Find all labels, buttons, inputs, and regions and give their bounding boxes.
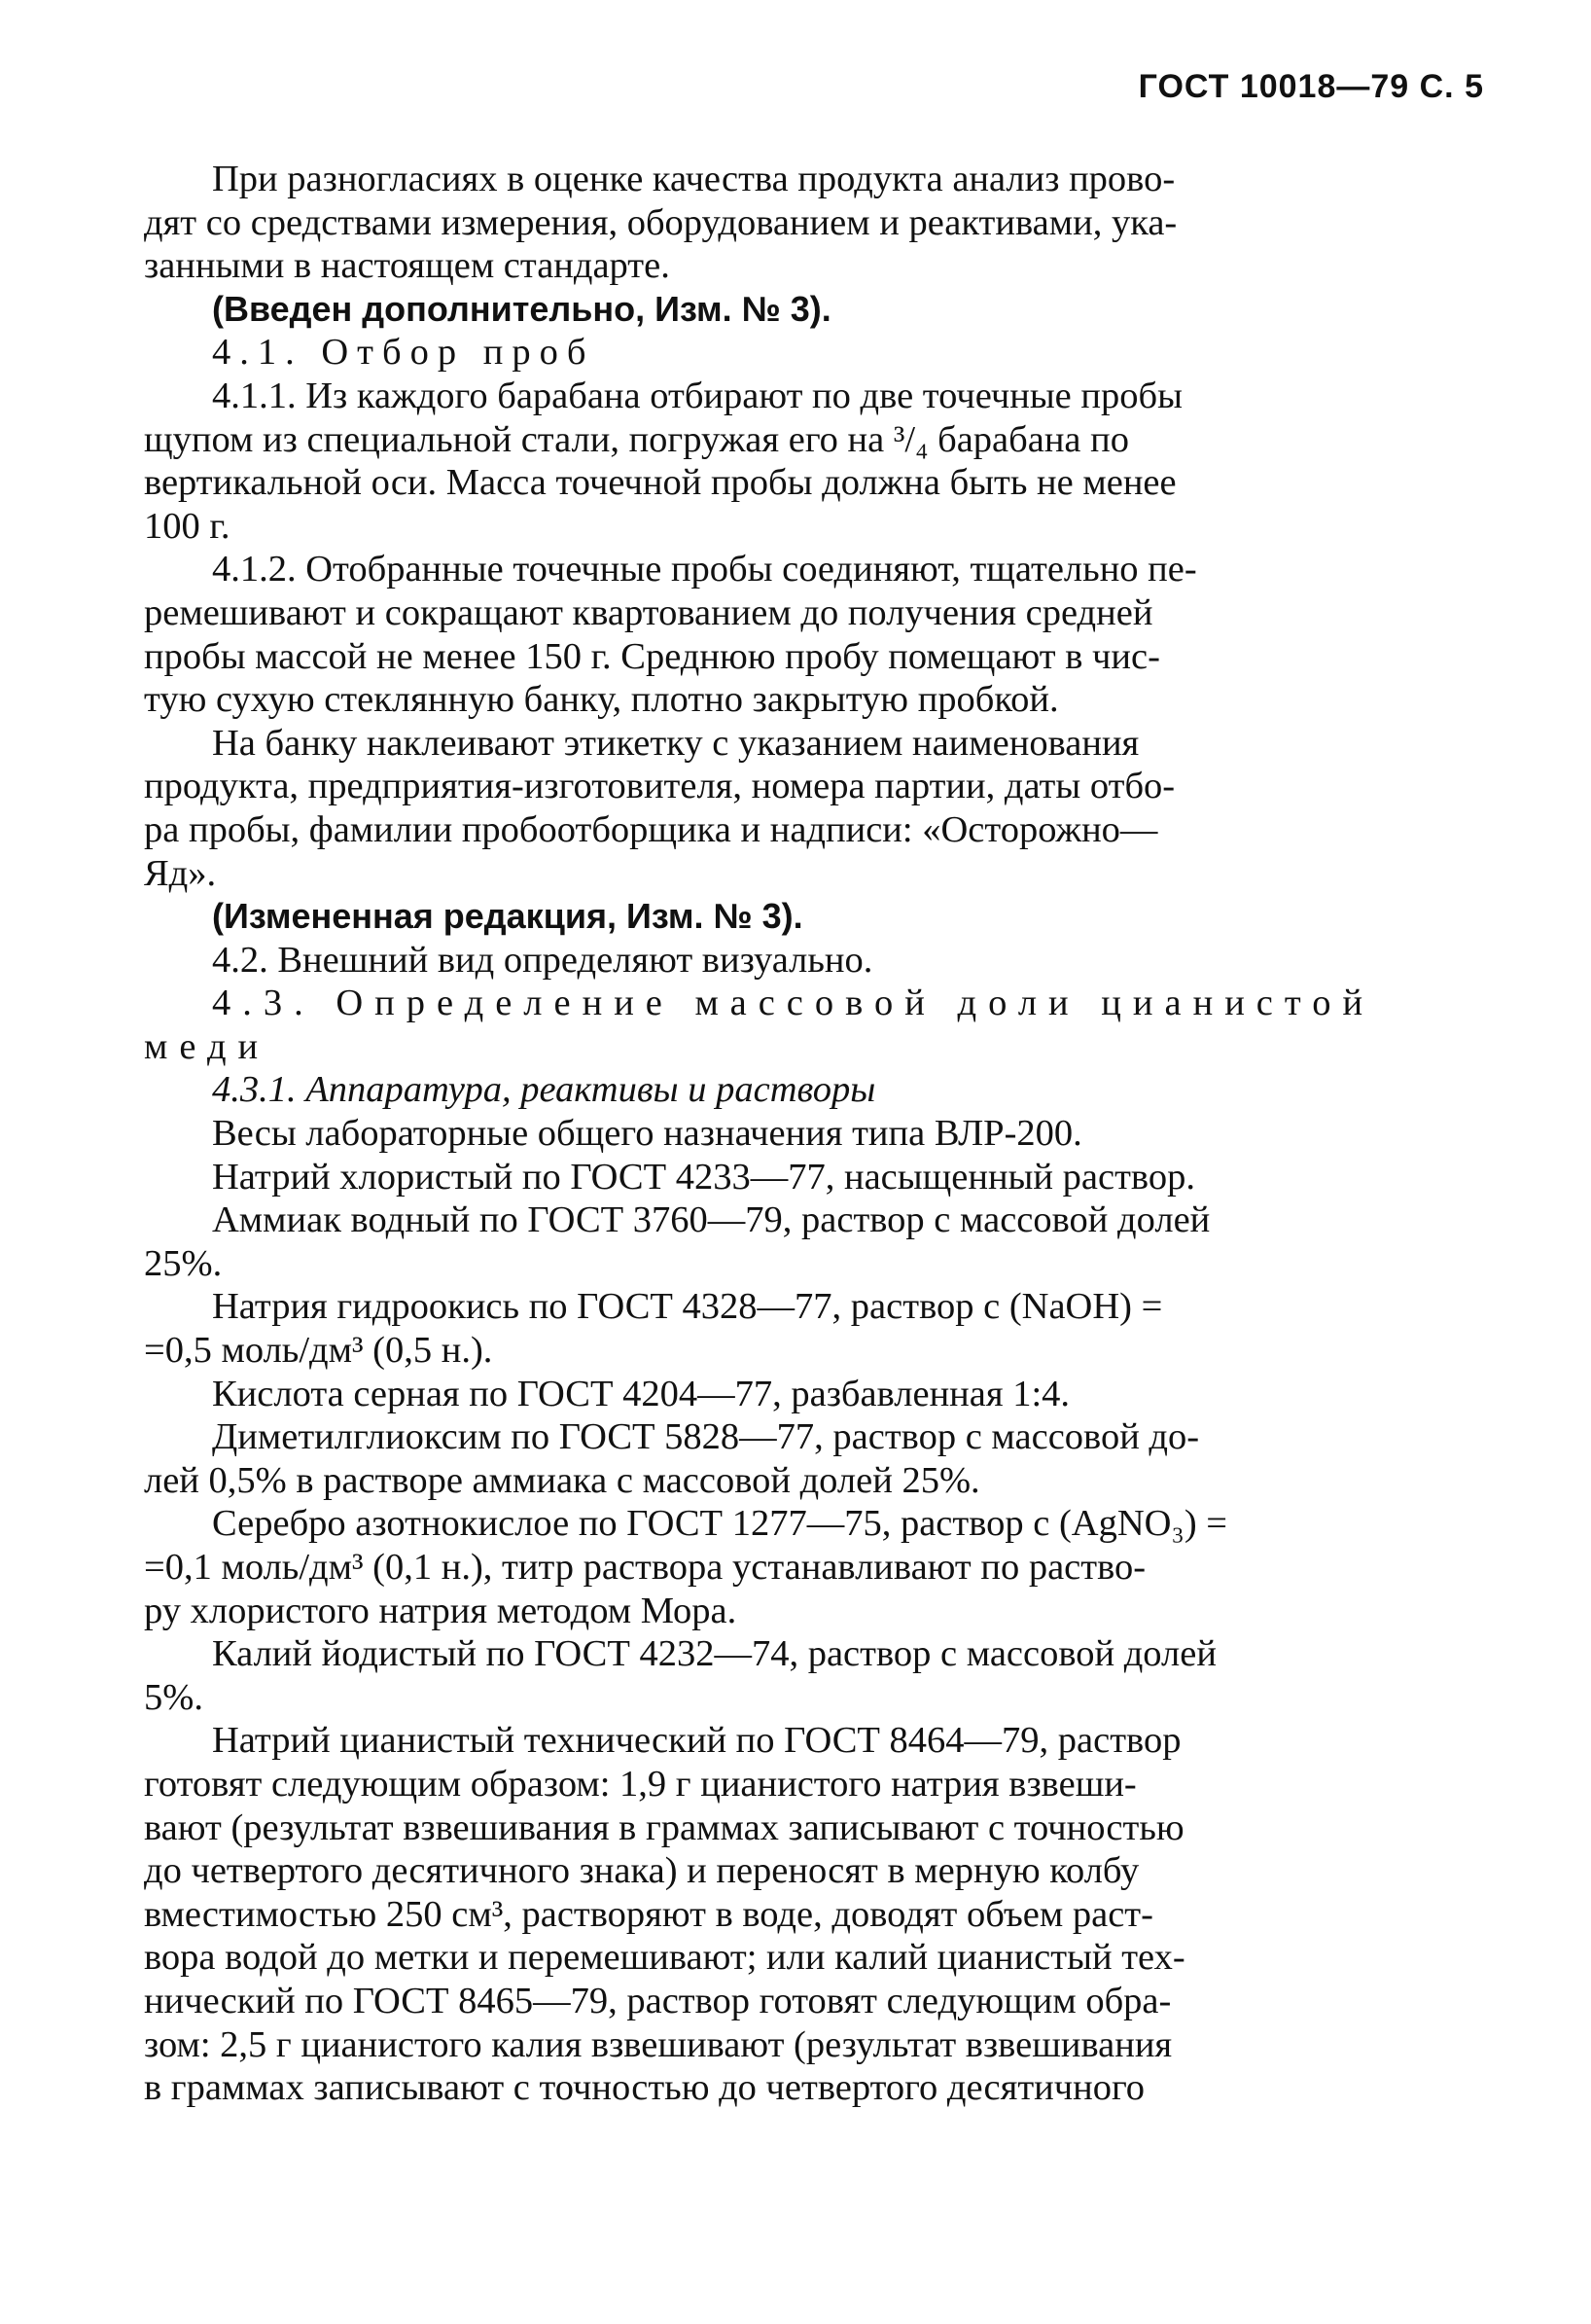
document-body (144, 158, 1488, 2110)
text-line: Яд». (144, 852, 217, 894)
text-line: готовят следующим образом: 1,9 г цианистого натрия взвеши- (144, 1763, 1137, 1805)
page-header: ГОСТ 10018—79 С. 5 (1138, 68, 1484, 105)
text-line: щупом из специальной стали, погружая его на ³/₄ барабана по (144, 418, 1129, 460)
text-line: продукта, предприятия-изготовителя, номера партии, даты отбо- (144, 766, 1176, 807)
text-line: Аммиак водный по ГОСТ 3760—79, раствор с массовой долей (212, 1199, 1211, 1241)
text-line: Калий йодистый по ГОСТ 4232—74, раствор с массовой долей (212, 1633, 1217, 1675)
text-line: лей 0,5% в растворе аммиака с массовой долей 25%. (144, 1459, 980, 1501)
text-line: На банку наклеивают этикетку с указанием наименования (212, 722, 1140, 764)
text-line: ра пробы, фамилии пробоотборщика и надписи: «Осторожно— (144, 808, 1158, 850)
text-line: 4.3.1. Аппаратура, реактивы и растворы (212, 1069, 876, 1111)
text-line: (Введен дополнительно, Изм. № 3). (212, 288, 831, 329)
text-line: Весы лабораторные общего назначения типа ВЛР-200. (212, 1113, 1082, 1155)
text-line: 4.1.2. Отобранные точечные пробы соединяют, тщательно пе- (212, 549, 1197, 590)
text-line: При разногласиях в оценке качества продукта анализ прово- (212, 159, 1176, 199)
text-line: до четвертого десятичного знака) и переносят в мерную колбу (144, 1850, 1140, 1892)
text-line: Кислота серная по ГОСТ 4204—77, разбавленная 1:4. (212, 1373, 1071, 1414)
text-line: занными в настоящем стандарте. (144, 245, 670, 287)
text-line: ру хлористого натрия методом Мора. (144, 1590, 737, 1631)
text-line: 4.2. Внешний вид определяют визуально. (212, 939, 873, 981)
text-line: (Измененная редакция, Изм. № 3). (212, 896, 803, 937)
text-line: вора водой до метки и перемешивают; или калий цианистый тех- (144, 1937, 1185, 1979)
text-line: Натрия гидроокись по ГОСТ 4328—77, раствор с (NaOH) = (212, 1286, 1163, 1328)
text-line: 25%. (144, 1242, 223, 1284)
text-line: в граммах записывают с точностью до четвертого десятичного (144, 2067, 1146, 2109)
text-line: нический по ГОСТ 8465—79, раствор готовят следующим обра- (144, 1980, 1172, 2021)
text-line: вместимостью 250 см³, растворяют в воде, доводят объем раст- (144, 1893, 1153, 1935)
text-line: Натрий хлористый по ГОСТ 4233—77, насыщенный раствор. (212, 1156, 1195, 1198)
text-line: 4.3. Определение массовой доли цианистой (212, 983, 1375, 1024)
text-line: 4.1.1. Из каждого барабана отбирают по две точечные пробы (212, 375, 1183, 416)
text-line: Натрий цианистый технический по ГОСТ 8464—79, раствор (212, 1720, 1182, 1762)
text-line: =0,1 моль/дм³ (0,1 н.), титр раствора устанавливают по раство- (144, 1547, 1147, 1588)
text-line: ремешивают и сокращают квартованием до получения средней (144, 591, 1153, 633)
text-line: Диметилглиоксим по ГОСТ 5828—77, раствор с массовой до- (212, 1416, 1200, 1458)
text-line: 4.1. Отбор проб (212, 332, 595, 374)
text-line: вертикальной оси. Масса точечной пробы должна быть не менее (144, 462, 1177, 504)
text-line: зом: 2,5 г цианистого калия взвешивают (результат взвешивания (144, 2023, 1173, 2065)
text-line: Серебро азотнокислое по ГОСТ 1277—75, раствор с (AgNO₃) = (212, 1503, 1228, 1545)
text-line: 5%. (144, 1676, 203, 1718)
text-line: вают (результат взвешивания в граммах записывают с точностью (144, 1806, 1184, 1848)
text-line: пробы массой не менее 150 г. Среднюю пробу помещают в чис- (144, 635, 1160, 677)
text-line: 100 г. (144, 505, 230, 547)
text-line: дят со средствами измерения, оборудованием и реактивами, ука- (144, 201, 1178, 243)
text-line: меди (144, 1025, 270, 1067)
text-line: =0,5 моль/дм³ (0,5 н.). (144, 1330, 493, 1372)
text-line: тую сухую стеклянную банку, плотно закрытую пробкой. (144, 679, 1059, 721)
